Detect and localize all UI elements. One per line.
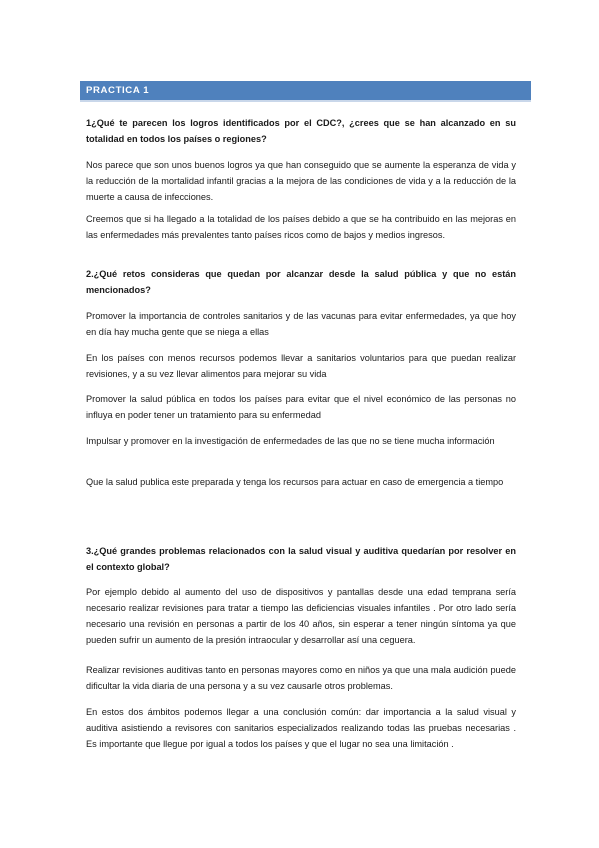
practice-header-bar [80,81,531,102]
answer-1-2: Creemos que si ha llegado a la totalidad de los países debido a que se ha contribuido en las mejoras en las enfermedades más prevalentes tanto países ricos como de bajos y medios ingresos. [86,214,516,240]
answer-2-4: Impulsar y promover en la investigación de enfermedades de las que no se tiene mucha información [86,436,495,446]
answer-3-1: Por ejemplo debido al aumento del uso de dispositivos y pantallas desde una edad temprana sería necesario realizar revisiones para tratar a tiempo las deficiencias visuales infantiles . Por otro lado sería necesario una revisión en personas a partir de los 40 años, sin esperar a tener ningún síntoma ya que pueden sufrir un aumento de la presión intraocular y desarrollar así una ceguera. [86,587,516,645]
question-3: 3.¿Qué grandes problemas relacionados con la salud visual y auditiva quedarían por resolver en el contexto global? [86,546,516,572]
answer-3-3: En estos dos ámbitos podemos llegar a una conclusión común: dar importancia a la salud visual y auditiva asistiendo a revisores con sanitarios especializados realizando todas las pruebas necesarias . Es importante que llegue por igual a todos los países y que el lugar no sea una limitación . [86,707,516,749]
answer-2-3: Promover la salud pública en todos los países para evitar que el nivel económico de las personas no influya en poder tener un tratamiento para su enfermedad [86,394,516,420]
answer-2-2: En los países con menos recursos podemos llevar a sanitarios voluntarios para que puedan realizar revisiones, y a su vez llevar alimentos para mejorar su vida [86,353,516,379]
practice-title: PRACTICA 1 [86,85,150,96]
answer-2-5: Que la salud publica este preparada y tenga los recursos para actuar en caso de emergencia a tiempo [86,477,504,487]
answer-3-2: Realizar revisiones auditivas tanto en personas mayores como en niños ya que una mala audición puede dificultar la vida diaria de una persona y a su vez causarle otros problemas. [86,665,516,691]
question-1: 1¿Qué te parecen los logros identificados por el CDC?, ¿crees que se han alcanzado en su totalidad en todos los países o regiones? [86,118,516,144]
question-2: 2.¿Qué retos consideras que quedan por alcanzar desde la salud pública y que no están mencionados? [86,269,516,295]
answer-1-1: Nos parece que son unos buenos logros ya que han conseguido que se aumente la esperanza de vida y la reducción de la mortalidad infantil gracias a la mejora de las condiciones de vida y a la reducción de la muerte a causa de infecciones. [86,160,516,202]
answer-2-1: Promover la importancia de controles sanitarios y de las vacunas para evitar enfermedades, ya que hoy en día hay mucha gente que se niega a ellas [86,311,516,337]
